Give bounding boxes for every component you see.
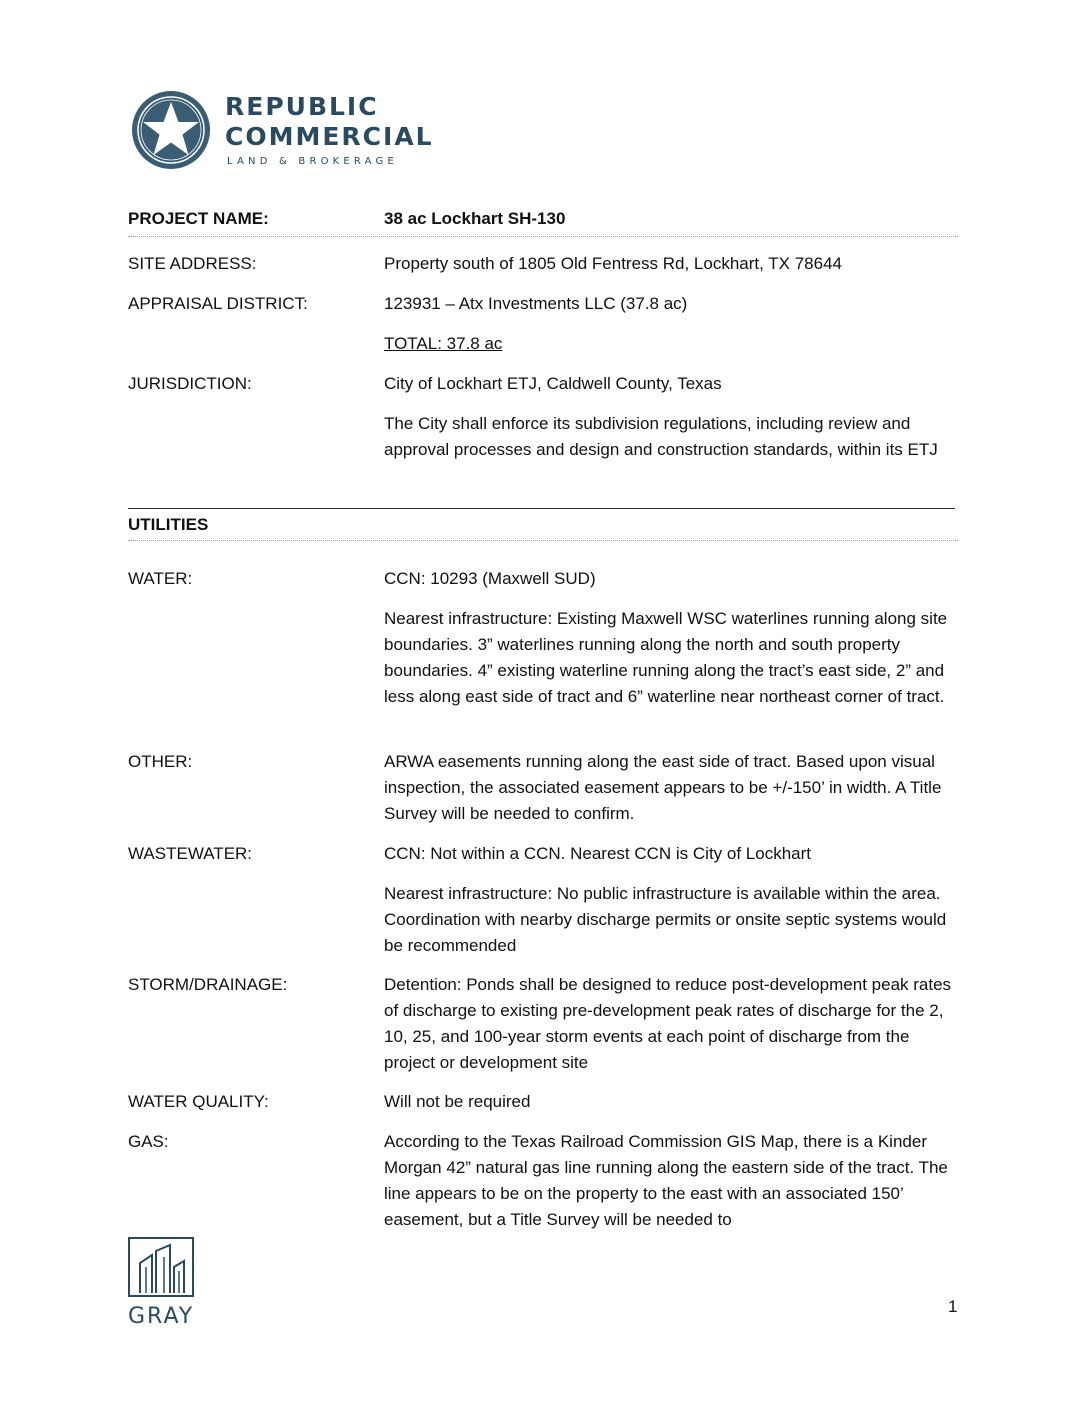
water-quality-label: WATER QUALITY: <box>128 1092 269 1111</box>
wastewater-infrastructure: Nearest infrastructure: No public infrastructure is available within the area. Coordination with nearby discharge permits or onsite septic systems would be recommended <box>384 884 947 955</box>
water-ccn: CCN: 10293 (Maxwell SUD) <box>384 569 596 588</box>
logo-text-tagline: LAND & BROKERAGE <box>227 156 399 167</box>
wastewater-label: WASTEWATER: <box>128 844 253 863</box>
logo-text-commercial: COMMERCIAL <box>225 122 434 151</box>
storm-drainage-value: Detention: Ponds shall be designed to reduce post-development peak rates of discharge to existing pre-development peak rates of discharge for the 2, 10, 25, and 100-year storm events at each point of discharge from the project or development site <box>384 975 952 1072</box>
divider <box>128 540 958 541</box>
project-name-label: PROJECT NAME: <box>128 209 269 228</box>
storm-drainage-label: STORM/DRAINAGE: <box>128 975 288 994</box>
page-number: 1 <box>948 1297 958 1316</box>
republic-commercial-logo <box>131 90 434 170</box>
gas-label: GAS: <box>128 1132 169 1151</box>
other-label: OTHER: <box>128 752 193 771</box>
other-value: ARWA easements running along the east side of tract. Based upon visual inspection, the associated easement appears to be +/-150’ in width. A Title Survey will be needed to confirm. <box>384 752 942 823</box>
jurisdiction-label: JURISDICTION: <box>128 374 252 393</box>
appraisal-district-label: APPRAISAL DISTRICT: <box>128 294 308 313</box>
wastewater-ccn: CCN: Not within a CCN. Nearest CCN is City of Lockhart <box>384 844 812 863</box>
site-address-label: SITE ADDRESS: <box>128 254 257 273</box>
water-quality-value: Will not be required <box>384 1092 531 1111</box>
jurisdiction-value: City of Lockhart ETJ, Caldwell County, Texas <box>384 374 722 393</box>
divider <box>128 236 958 237</box>
water-label: WATER: <box>128 569 193 588</box>
section-divider <box>128 508 955 509</box>
gray-logo <box>128 1237 196 1329</box>
project-name-value: 38 ac Lockhart SH-130 <box>384 209 566 228</box>
water-infrastructure: Nearest infrastructure: Existing Maxwell WSC waterlines running along site boundaries. 3” waterlines running along the north and south property boundaries. 4” existing waterline running along the tract’s east side, 2” and less along east side of tract and 6” waterline near northeast corner of tract. <box>384 609 948 706</box>
jurisdiction-note: The City shall enforce its subdivision regulations, including review and approval processes and design and construction standards, within its ETJ <box>384 414 938 459</box>
star-seal-icon <box>131 90 211 170</box>
gas-value: According to the Texas Railroad Commission GIS Map, there is a Kinder Morgan 42” natural gas line running along the eastern side of the tract. The line appears to be on the property to the east with an associated 150’ easement, but a Title Survey will be needed to <box>384 1132 948 1229</box>
appraisal-total: TOTAL: 37.8 ac <box>384 334 503 353</box>
appraisal-district-value: 123931 – Atx Investments LLC (37.8 ac) <box>384 294 688 313</box>
site-address-value: Property south of 1805 Old Fentress Rd, Lockhart, TX 78644 <box>384 254 842 273</box>
logo-text-republic: REPUBLIC <box>225 92 379 121</box>
utilities-heading: UTILITIES <box>128 515 209 534</box>
buildings-icon <box>128 1237 194 1297</box>
gray-logo-text: GRAY <box>128 1304 195 1329</box>
